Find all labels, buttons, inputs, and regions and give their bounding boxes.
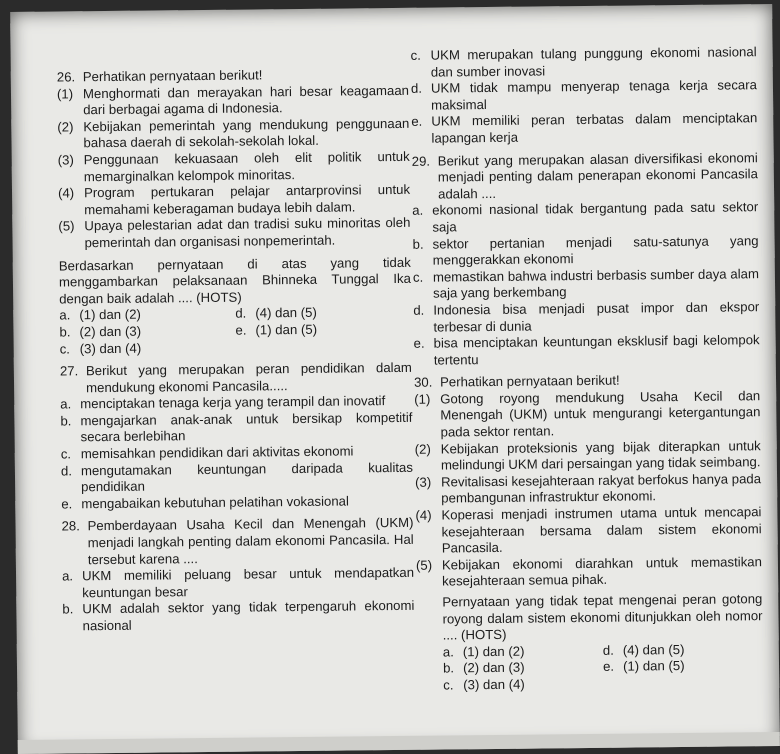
question-text: Pernyataan yang tidak tepat mengenai peran gotong royong dalam sistem ekonomi ditunjukkan oleh nomor .... (HOTS) [442,591,763,643]
question-text: Pemberdayaan Usaha Kecil dan Menengah (UKM) menjadi langkah penting dalam ekonomi Pancasila. Hal tersebut karena .... [87,515,414,567]
question-number: 28. [61,518,80,534]
question-number: 29. [411,153,431,169]
statement-item: (4) Program pertukaran pelajar antarprovinsi untuk memahami keberagaman budaya lebih dalam. [57,181,411,217]
option-c[interactable]: c. (3) dan (4) [59,340,142,357]
statement-item: (4) Koperasi menjadi instrumen utama untuk mencapai kesejahteraan bersama dalam sistem ekonomi Pancasila. [415,504,762,556]
option-b[interactable]: b. (2) dan (3) [59,323,142,340]
option-b[interactable]: b. sektor pertanian menjadi satu-satunya yang menggerakkan ekonomi [412,232,759,268]
option-c[interactable]: c. memastikan bahwa industri berbasis sumber daya alam saja yang berkembang [412,265,759,301]
answer-options [59,304,412,357]
statement-item: (2) Kebijakan proteksionis yang bijak diterapkan untuk melindungi UKM dari persaingan yang tidak seimbang. [414,437,761,473]
option-e[interactable]: e. bisa menciptakan keuntungan eksklusif bagi kelompok tertentu [413,332,760,368]
option-c[interactable]: c. (3) dan (4) [443,676,525,693]
statement-item: (5) Upaya pelestarian adat dan tradisi suku minoritas oleh pemerintah dan organisasi nonpemerintah. [58,215,411,251]
question-number: 30. [413,374,433,391]
question-intro: Perhatikan pernyataan berikut! [439,372,620,390]
option-b[interactable]: b. (2) dan (3) [442,660,525,676]
question-27 [60,360,414,513]
question-intro: Perhatikan pernyataan berikut! [82,67,263,85]
option-b[interactable]: b. mengajarkan anak-anak untuk bersikap kompetitif secara berlebihan [60,409,413,445]
question-30 [414,371,763,694]
option-d[interactable]: d. (4) dan (5) [235,305,317,321]
option-d[interactable]: d. Indonesia bisa menjadi pusat impor dan ekspor terbesar di dunia [413,299,760,335]
statement-item: (1) Gotong royong mendukung Usaha Kecil dan Menengah (UKM) untuk mengurangi ketergantungan pada sektor rentan. [414,388,761,440]
option-c[interactable]: c. UKM merupakan tulang punggung ekonomi nasional dan sumber inovasi [410,44,757,80]
statement-item: (1) Menghormati dan merayakan hari besar keagamaan dari berbagai agama di Indonesia. [56,82,410,118]
cut-off-footer [18,732,780,754]
option-e[interactable]: e. mengabaikan kebutuhan pelatihan vokasional [61,493,349,512]
statement-item: (3) Penggunaan kekuasaan oleh elit politik untuk memarginalkan kelompok minoritas. [57,148,410,184]
option-a[interactable]: a. (1) dan (2) [59,306,141,323]
question-26 [57,66,412,358]
question-29 [412,150,760,369]
question-28 [61,515,414,635]
option-d[interactable]: d. mengutamakan keuntungan daripada kualitas pendidikan [60,459,414,495]
option-a[interactable]: a. menciptakan tenaga kerja yang terampil dan inovatif [60,393,386,412]
option-e[interactable]: e. UKM memiliki peran terbatas dalam menciptakan lapangan kerja [411,110,758,146]
question-number: 26. [56,69,76,85]
option-e[interactable]: e. (1) dan (5) [235,321,318,338]
option-d[interactable]: d. UKM tidak mampu menyerap tenaga kerja secara maksimal [410,77,758,113]
statement-item: (5) Kebijakan ekonomi diarahkan untuk memastikan kesejahteraan semua pihak. [415,553,763,589]
question-text: Berikut yang merupakan peran pendidikan dalam mendukung ekonomi Pancasila..... [85,359,412,395]
option-c[interactable]: c. memisahkan pendidikan dari aktivitas ekonomi [60,443,354,462]
left-column [57,62,415,635]
option-a[interactable]: a. (1) dan (2) [442,643,525,660]
statement-item: (2) Kebijakan pemerintah yang mendukung penggunaan bahasa daerah di sekolah-sekolah lokal. [57,115,410,151]
question-text: Berdasarkan pernyataan di atas yang tidak menggambarkan pelaksanaan Bhinneka Tunggal Ika dengan baik adalah .... (HOTS) [58,254,412,307]
option-b[interactable]: b. UKM adalah sektor yang tidak terpengaruh ekonomi nasional [62,598,415,634]
option-d[interactable]: d. (4) dan (5) [602,641,685,658]
right-column [410,40,763,694]
option-a[interactable]: a. UKM memiliki peluang besar untuk mendapatkan keuntungan besar [61,565,415,601]
option-a[interactable]: a. ekonomi nasional tidak bergantung pada satu sektor saja [412,199,759,235]
answer-options [417,641,764,694]
statement-item: (3) Revitalisasi kesejahteraan rakyat berfokus hanya pada pembangunan infrastruktur ekonomi. [415,471,762,506]
option-e[interactable]: e. (1) dan (5) [602,658,685,675]
question-28-continued [411,44,758,147]
question-number: 27. [59,363,79,379]
worksheet-page [10,4,780,754]
question-text: Berikut yang merupakan alasan diversifikasi ekonomi menjadi penting dalam penerapan ekonomi Pancasila adalah .... [437,149,758,202]
